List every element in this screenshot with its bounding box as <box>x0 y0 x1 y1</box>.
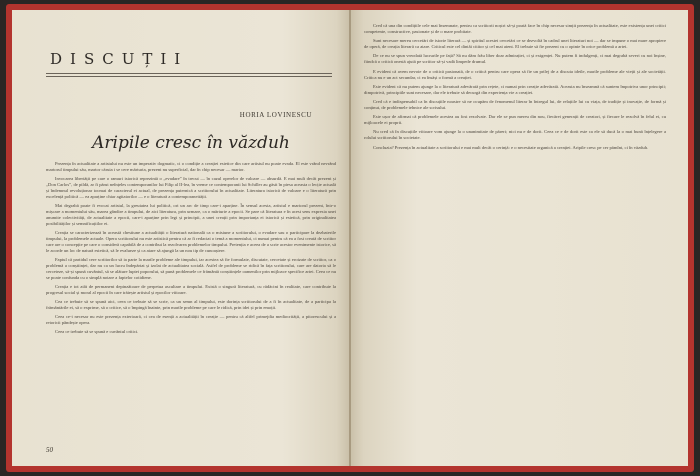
title-rule <box>46 73 332 77</box>
paragraph: Prezența în actualitate a artistului nu este un imperativ dogmatic, ci o condiție a creației estetice din care artistul nu poate evada. El este vrând nevrând martorul timpului său, martor căruia i se cere mărturia, prezent nu superficial, dar în chip necesar — martor. <box>46 161 336 172</box>
paragraph: De ce nu se spun vreodată lucrurile pe față? Să nu dăm frâu liber doar admirației, ci și exigenței. Nu putem fi indulgenți, ci mai degrabă severi cu noi înșine, fiindcă o critică onestă ajută pe scriitor să-și vadă limpede drumul. <box>364 53 666 65</box>
paragraph: Ceea ce-i necesar nu este prezența exterioară, ci cea de esență a actualității în creație — pentru că altfel primejdia mediocrității, a pitorescului și a retoricii pândește opera. <box>46 314 336 325</box>
paragraph: Nu cred că în discuțiile viitoare vom ajunge la o unanimitate de păreri; nici nu e de dorit. Ceea ce e de dorit este ca ele să ducă la o mai bună înțelegere a rolului scriitorului în societate. <box>364 129 666 141</box>
paragraph: Faptul că partidul cere scriitorilor să ia parte la marile probleme ale timpului, iar acestea să fie formulate, discutate, cercetate și eroizate de scriitor, ca o problemă a conștiinței, dar nu ca un lucru îndepărtat și izolat de actualitatea socială. Astfel de probleme se ridică în fața scriitorului, care are datoria să le cerceteze, să-și spună cuvântul, să se alăture luptei poporului, să pună problemele ce frământă conștiințele oamenilor prin mijloace specifice artei. Ceea ce nu se poate confunda cu o simplă notare a faptelor cotidiene. <box>46 257 336 280</box>
paragraph: E evident că avem nevoie de o critică pasionată, de o critică pentru care opera să fie un prilej de a discuta ideile, marile probleme ale vieții și ale societății. Critica nu e un act secundar, ci ea însăși o formă a creației. <box>364 68 666 80</box>
section-title: DISCUȚII <box>50 50 189 68</box>
page-number: 50 <box>46 446 53 454</box>
paragraph: Mai degrabă poate fi evocat artistul, la greutatea lui politică, ori un arc de timp care-i aparține. În sensul acesta, artistul e martorul prezent, într-o mișcare a momentului său, marea gândire a timpului, de aici literatura, prin urmare, ca o mărturie a epocii. Se pare că literatura e în acest sens expresia unei anumite colectivități, de actualitate a epocii, care-i aparține prin legi și principii, a unei creații prin importanța ei istorică și estetică, prin originalitatea posibilităților și semnificațiilor ei. <box>46 203 336 226</box>
paragraph: Sunt necesare mereu cercetări de istorie literară — și spiritul acestei cercetări ce se dezvoltă în cadrul unei literaturi noi — dar se impune o mai mare apropiere de operă, de creația literară ca atare. Criticul este cel dintâi cititor și cel mai atent. El trebuie să fie prezent cu o opinie în orice problemă a artei. <box>364 38 666 50</box>
paragraph: Cea ce trebuie să se spună aici, ceea ce trebuie să se scrie, ca un semn al timpului, este dorința scriitorului de a fi în actualitate, de a participa la frământările ei, să o exprime, să o critice, să o împingă înainte, prin marile probleme pe care le ridică, prin idei și prin emoții. <box>46 299 336 310</box>
article-author: HORIA LOVINESCU <box>239 111 312 119</box>
book-spread <box>12 10 688 466</box>
left-page <box>12 10 350 466</box>
paragraph: Ceea ce trebuie să se spună e cuvântul critici. <box>55 329 139 334</box>
left-body-text <box>46 161 336 335</box>
paragraph: Creația e tot atât de permanent depinzătoare de perpetua ascultare a timpului. Există o singură literatură, cu rădăcini în realitate, care contribuie la progresul social și moral al epocii în care trăiește artistul și epocilor viitoare. <box>46 284 336 295</box>
paragraph: Este evident că nu putem ajunge la o literatură adevărată prin rețete, ci numai prin creație adevărată. Aceasta nu înseamnă că suntem împotriva unor principii; dimpotrivă, principiile sunt necesare, dar ele trebuie să decurgă din experiența vie a creației. <box>364 83 666 95</box>
paragraph: Concluzia? Prezența în actualitate a scriitorului e mai mult decât o cerință: e o necesitate organică a creației. Aripile cresc pe cer pămînt, ci în văzduh. <box>373 144 649 150</box>
article-title: Aripile cresc în văzduh <box>92 133 290 153</box>
paragraph: Este ușor de afirmat că problemele acestea au fost rezolvate. Dar ele se pun mereu din nou, fiecărei generații de creatori, și fiecare le rezolvă în felul ei, cu mijloacele ei proprii. <box>364 114 666 126</box>
paragraph: Invocarea libertății pe care o ramuri istorică reprezintă o „evadare” în trecut — în cazul operelor de valoare — absurdă. E mai mult decât prezent și „Don Carlos”, de pildă, ar fi părut neînțeles contemporanilor lui Filip al II-lea, în vreme ce contemporanii lui Schiller au găsit în piesa aceasta o lecție actuală și îndemnul revoluționar tocmai de caracterul ei actual, de prezența puternică a scriitorului în actualitate. Literatura istorică de valoare e o literatură prin excelență politică — ea aparține chiar agitatorilor — e o literatură a contemporaneității. <box>46 176 336 199</box>
book-gutter <box>349 10 351 466</box>
right-page <box>350 10 688 466</box>
paragraph: Cred că una din condițiile cele mai însemnate, pentru ca scriitorii noștri să-și poată face în chip necesar simțit prezența în actualitate, este existența unei critici competente, constructive, pasionate și de o mare probitate. <box>364 23 666 35</box>
right-body-text <box>364 23 666 151</box>
paragraph: Creația se caracterizează în această chestiune a actualității o literatură natională ca o misiune a scriitorului, o evadare sau o participare la dezbaterile timpului, la problemele actuale. Opera scriitorului nu este artistică pentru că ar fi redactat o temă a momentului, ci numai pentru că ea a fost creată de scriitor care are o concepție pe care o consideră capabilă de a contribui la rezolvarea problemelor timpului. Pretenția e aceea de a scrie acestor evenimente istorice, să le acorde un loc de natură estetică, să le evalueze și ca atare să ajungă la un nou tip de cunoaștere. <box>46 230 336 253</box>
paragraph: Cred că e indispensabil ca în discuțiile noastre să ne ocupăm de fenomenul literar în întregul lui, de relațiile lui cu viața, de tradiție și inovație, de formă și conținut, de problemele tehnice ale scrisului. <box>364 98 666 111</box>
